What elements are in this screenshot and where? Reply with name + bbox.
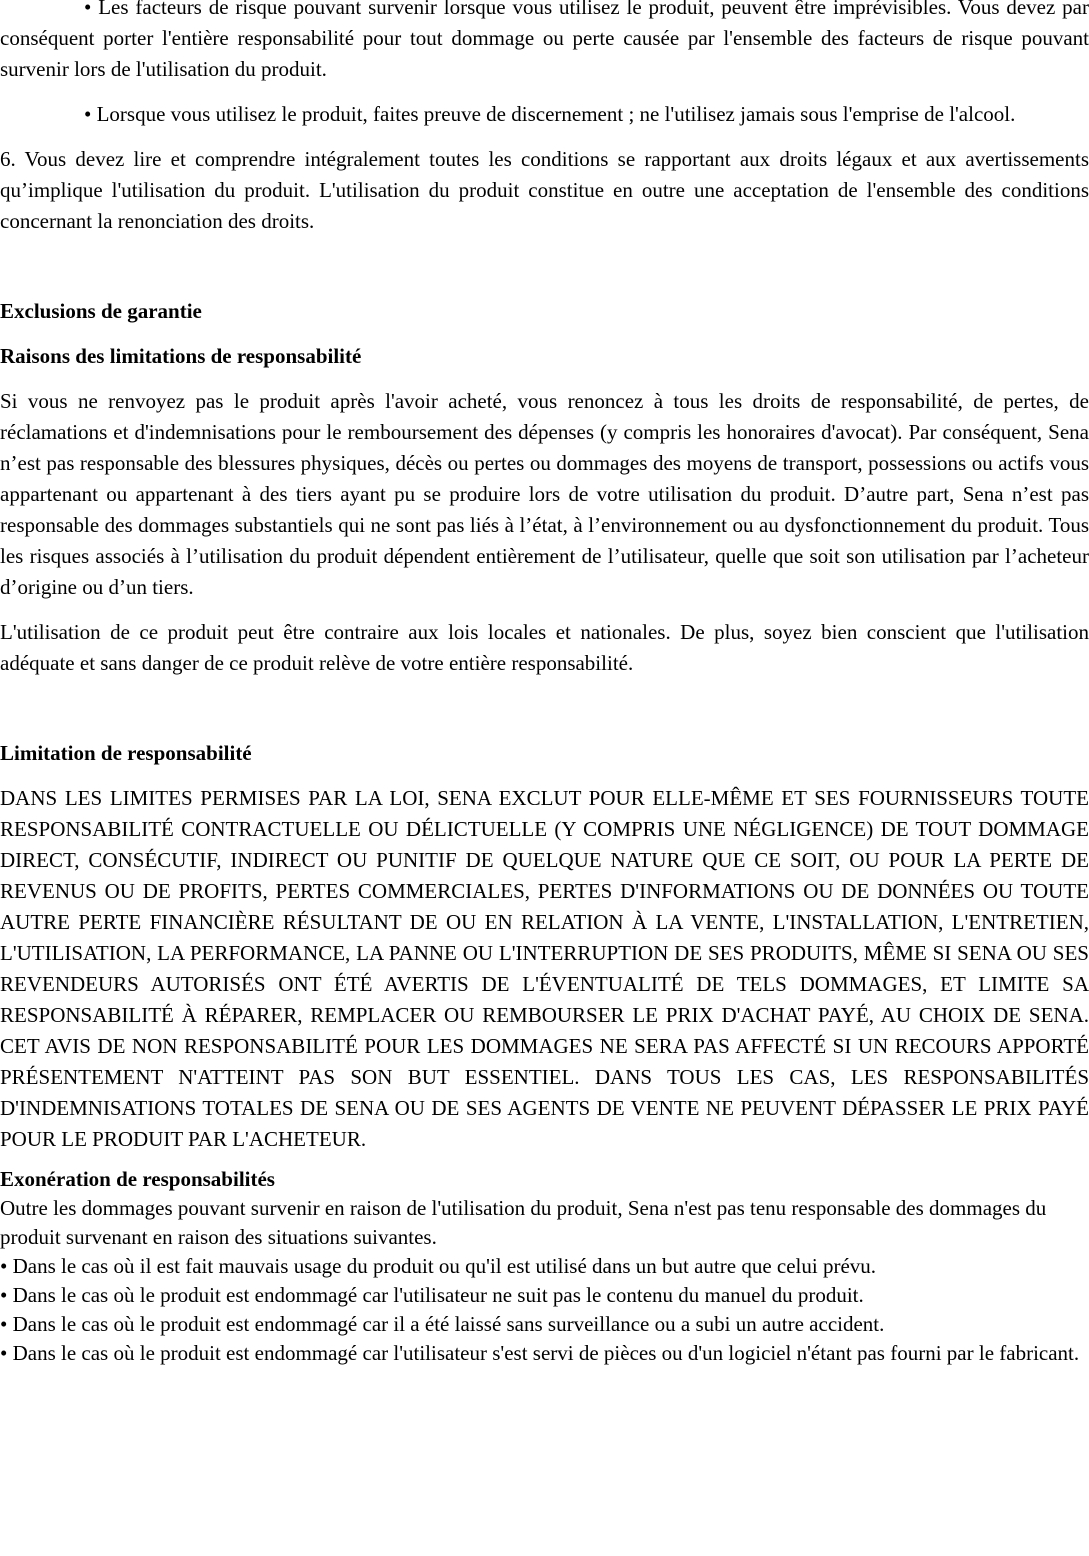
exoneration-section bbox=[0, 1165, 1089, 1368]
alcohol-bullet: • Lorsque vous utilisez le produit, faites preuve de discernement ; ne l'utilisez jamais sous l'emprise de l'alcool. bbox=[84, 102, 1016, 126]
exoneration-bullet-accident: • Dans le cas où le produit est endommagé car il a été laissé sans surveillance ou a subi un autre accident. bbox=[0, 1312, 885, 1336]
risk-factors-bullet: • Les facteurs de risque pouvant survenir lorsque vous utilisez le produit, peuvent être imprévisibles. Vous devez par conséquent porter l'entière responsabilité pour tout dommage ou perte causée par l'ensemble des facteurs de risque pouvant survenir lors de l'utilisation du produit. bbox=[0, 0, 1089, 81]
limitation-heading: Limitation de responsabilité bbox=[0, 741, 252, 765]
warranty-exclusions-heading: Exclusions de garantie bbox=[0, 299, 202, 323]
limitation-paragraph: DANS LES LIMITES PERMISES PAR LA LOI, SENA EXCLUT POUR ELLE-MÊME ET SES FOURNISSEURS TOUTE RESPONSABILITÉ CONTRACTUELLE OU DÉLICTUELLE (Y COMPRIS UNE NÉGLIGENCE) DE TOUT DOMMAGE DIRECT, CONSÉCUTIF, INDIRECT OU PUNITIF DE QUELQUE NATURE QUE CE SOIT, OU POUR LA PERTE DE REVENUS OU DE PROFITS, PERTES COMMERCIALES, PERTES D'INFORMATIONS OU DE DONNÉES OU TOUTE AUTRE PERTE FINANCIÈRE RÉSULTANT DE OU EN RELATION À LA VENTE, L'INSTALLATION, L'ENTRETIEN, L'UTILISATION, LA PERFORMANCE, LA PANNE OU L'INTERRUPTION DE SES PRODUITS, MÊME SI SENA OU SES REVENDEURS AUTORISÉS ONT ÉTÉ AVERTIS DE L'ÉVENTUALITÉ DE TELS DOMMAGES, ET LIMITE SA RESPONSABILITÉ À RÉPARER, REMPLACER OU REMBOURSER LE PRIX D'ACHAT PAYÉ, AU CHOIX DE SENA. CET AVIS DE NON RESPONSABILITÉ POUR LES DOMMAGES NE SERA PAS AFFECTÉ SI UN RECOURS APPORTÉ PRÉSENTEMENT N'ATTEINT PAS SON BUT ESSENTIEL. DANS TOUS LES CAS, LES RESPONSABILITÉS D'INDEMNISATIONS TOTALES DE SENA OU DE SES AGENTS DE VENTE NE PEUVENT DÉPASSER LE PRIX PAYÉ POUR LE PRODUIT PAR L'ACHETEUR. bbox=[0, 786, 1089, 1151]
exoneration-bullet-parts: • Dans le cas où le produit est endommagé car l'utilisateur s'est servi de pièces ou d'un logiciel n'étant pas fourni par le fabricant. bbox=[0, 1341, 1080, 1365]
exoneration-intro: Outre les dommages pouvant survenir en raison de l'utilisation du produit, Sena n'est pas tenu responsable des dommages du produit survenant en raison des situations suivantes. bbox=[0, 1196, 1047, 1249]
legal-use-paragraph: L'utilisation de ce produit peut être contraire aux lois locales et nationales. De plus, soyez bien conscient que l'utilisation adéquate et sans danger de ce produit relève de votre entière responsabilité. bbox=[0, 620, 1089, 675]
exoneration-bullet-misuse: • Dans le cas où il est fait mauvais usage du produit ou qu'il est utilisé dans un but autre que celui prévu. bbox=[0, 1254, 877, 1278]
liability-reasons-subheading: Raisons des limitations de responsabilité bbox=[0, 344, 362, 368]
exoneration-bullet-manual: • Dans le cas où le produit est endommagé car l'utilisateur ne suit pas le contenu du manuel du produit. bbox=[0, 1283, 864, 1307]
liability-reasons-paragraph: Si vous ne renvoyez pas le produit après l'avoir acheté, vous renoncez à tous les droits de responsabilité, de pertes, de réclamations et d'indemnisations pour le remboursement des dépenses (y compris les honoraires d'avocat). Par conséquent, Sena n’est pas responsable des blessures physiques, décès ou pertes ou dommages des moyens de transport, possessions ou actifs vous appartenant ou appartenant à des tiers ayant pu se produire lors de votre utilisation du produit. D’autre part, Sena n’est pas responsable des dommages substantiels qui ne sont pas liés à l’état, à l’environnement ou au dysfonctionnement du produit. Tous les risques associés à l’utilisation du produit dépendent entièrement de l’utilisateur, quelle que soit son utilisation par l’acheteur d’origine ou d’un tiers. bbox=[0, 389, 1089, 599]
exoneration-heading: Exonération de responsabilités bbox=[0, 1167, 275, 1191]
item-6-paragraph: 6. Vous devez lire et comprendre intégralement toutes les conditions se rapportant aux droits légaux et aux avertissements qu’implique l'utilisation du produit. L'utilisation du produit constitue en outre une acceptation de l'ensemble des conditions concernant la renonciation des droits. bbox=[0, 147, 1089, 233]
